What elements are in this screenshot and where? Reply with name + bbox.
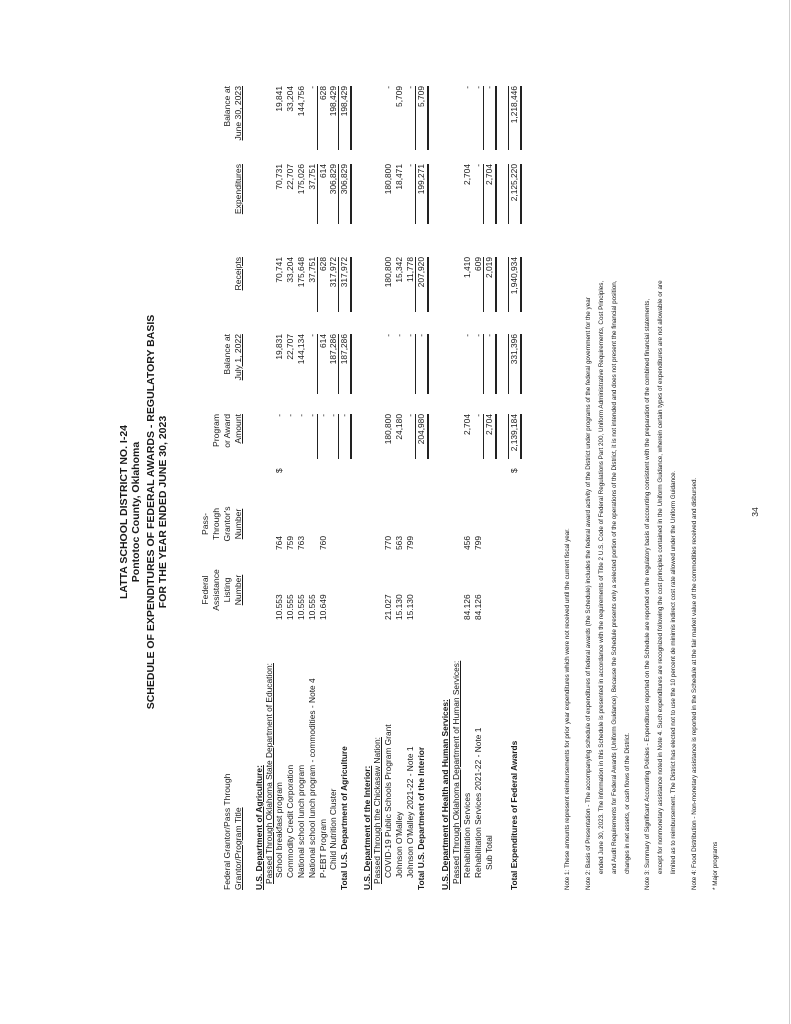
- subtotal-rule: [483, 86, 484, 150]
- note-line: changes in net assets, or cash flows of the District.: [624, 732, 631, 874]
- total-rule: [415, 334, 416, 394]
- cell-grantor: 563: [394, 536, 404, 550]
- cell-bal-end: -: [462, 86, 472, 89]
- cell-receipts: 628: [318, 257, 328, 271]
- row-label-covid-19-public-schools-program-grant: COVID-19 Public Schools Program Grant: [383, 724, 393, 878]
- cell-bal-begin: -: [307, 334, 317, 337]
- cell-grantor: 799: [473, 536, 483, 550]
- note-line: Note 3: Summary of Significant Accounting Policies - Expenditures reported on the Schedule are reported on the regulatory basis of accounting consistent with the preparation of the combined financial statements,: [644, 298, 651, 890]
- total-double-rule: [427, 257, 429, 312]
- note-line: Note 1: These amounts represent reimbursements for prior year expenditures which were not received until the current fiscal year.: [564, 528, 571, 890]
- col-header-bal-end: [222, 86, 244, 154]
- grand-total-double-rule: [520, 257, 522, 312]
- cell-amount: 180,800: [383, 414, 393, 445]
- dollar-sign: $: [509, 468, 519, 473]
- total-rule: [415, 86, 416, 150]
- cell-listing: 21.027: [383, 594, 393, 620]
- cell-grantor: 770: [383, 536, 393, 550]
- cell-receipts: 175,648: [296, 257, 306, 288]
- grand-total-rule: [508, 164, 509, 224]
- table-row: [296, 0, 307, 1024]
- total-double-rule: [427, 164, 429, 224]
- subtotal-rule: [483, 164, 484, 224]
- table-row: [394, 0, 405, 1024]
- grand-total-double-rule: [520, 414, 522, 459]
- cell-expenditures: 18,471: [394, 164, 404, 190]
- grand-total-double-rule: [520, 86, 522, 150]
- cell-listing: 15.130: [394, 594, 404, 620]
- cell-amount: 2,139,184: [509, 414, 519, 452]
- cell-expenditures: 37,751: [307, 164, 317, 190]
- col-header-expenditures: [233, 164, 244, 224]
- col-header-listing-line3: Listing: [222, 577, 232, 603]
- cell-bal-begin: 187,286: [339, 334, 349, 365]
- subtotal-rule: [317, 164, 318, 224]
- cell-bal-end: 1,218,446: [509, 86, 519, 124]
- total-rule: [415, 257, 416, 312]
- subtotal-rule: [483, 334, 484, 394]
- cell-expenditures: 2,125,220: [509, 164, 519, 202]
- cell-listing: 10.649: [318, 594, 328, 620]
- dollar-sign: $: [274, 468, 284, 473]
- total-rule: [338, 414, 339, 459]
- table-row: [285, 0, 296, 1024]
- col-header-bal-begin: [222, 334, 244, 404]
- row-label-national-school-lunch-program-commodities-note-4: National school lunch program - commodities - Note 4: [307, 678, 317, 878]
- cell-receipts: 317,972: [328, 257, 338, 288]
- cell-bal-end: 628: [318, 86, 328, 100]
- total-double-rule: [350, 257, 352, 312]
- row-label-u-s-department-of-the-interior: U.S. Department of the Interior:: [362, 765, 372, 890]
- cell-bal-begin: -: [473, 334, 483, 337]
- table-row: [339, 0, 350, 1024]
- cell-expenditures: 70,731: [274, 164, 284, 190]
- cell-expenditures: 2,704: [462, 164, 472, 185]
- row-label-johnson-o-malley: Johnson O'Malley: [394, 811, 404, 878]
- subtotal-rule: [483, 257, 484, 312]
- cell-amount: 2,704: [462, 414, 472, 435]
- col-header-receipts: [233, 257, 244, 312]
- table-row: [462, 0, 473, 1024]
- col-header-bal-end-line2: June 30, 2023: [233, 86, 243, 141]
- cell-amount: -: [328, 414, 338, 417]
- cell-receipts: 2,019: [484, 257, 494, 278]
- cell-listing: 10.555: [296, 594, 306, 620]
- cell-receipts: 37,751: [307, 257, 317, 283]
- row-label-sub-total: Sub Total: [484, 835, 494, 870]
- row-label-child-nutrition-cluster: Child Nutrition Cluster: [328, 788, 338, 870]
- cell-listing: 84.126: [473, 594, 483, 620]
- subtotal-double-rule: [495, 164, 497, 224]
- cell-bal-begin: 187,286: [328, 334, 338, 365]
- table-row: [383, 0, 394, 1024]
- col-header-receipts-line1: Receipts: [233, 257, 243, 291]
- cell-bal-begin: 331,396: [509, 334, 519, 365]
- note-line: limited as to reimbursement. The District has elected not to use the 10 percent de minimis indirect cost rate allowed under the Uniform Guidance.: [670, 470, 677, 874]
- cell-bal-begin: -: [383, 334, 393, 337]
- cell-amount: 2,704: [484, 414, 494, 435]
- cell-amount: -: [405, 414, 415, 417]
- table-row: [405, 0, 416, 1024]
- row-label-u-s-department-of-health-and-human-services: U.S. Department of Health and Human Services:: [440, 699, 450, 890]
- cell-bal-begin: 144,134: [296, 334, 306, 365]
- cell-receipts: 317,972: [339, 257, 349, 288]
- cell-bal-end: -: [383, 86, 393, 89]
- cell-receipts: 1,410: [462, 257, 472, 278]
- row-label-school-breakfast-program: School breakfast program: [274, 782, 284, 878]
- cell-receipts: 180,800: [383, 257, 393, 288]
- cell-bal-end: 144,756: [296, 86, 306, 117]
- col-header-listing-line4: Number: [233, 574, 243, 606]
- cell-receipts: 70,741: [274, 257, 284, 283]
- page-number: 34: [750, 507, 760, 517]
- cell-grantor: 763: [296, 536, 306, 550]
- total-double-rule: [350, 414, 352, 459]
- total-rule: [338, 257, 339, 312]
- col-header-title-line2: Grantor/Program Title: [233, 807, 243, 890]
- cell-amount: -: [339, 414, 349, 417]
- cell-bal-begin: -: [394, 334, 404, 337]
- subtotal-rule: [317, 414, 318, 459]
- row-label-p-ebt-program: P-EBT Program: [318, 819, 328, 878]
- county-name: Pontotoc County, Oklahoma: [130, 441, 142, 583]
- cell-receipts: 33,204: [285, 257, 295, 283]
- note-line: Note 4: Food Distribution - Non-monetary assistance is reported in the Schedule at the fair market value of the commodities received and disbursed.: [691, 477, 698, 890]
- cell-expenditures: 22,707: [285, 164, 295, 190]
- subtotal-double-rule: [495, 257, 497, 312]
- cell-bal-end: 198,429: [339, 86, 349, 117]
- note-line: except for nonmonetary assistance noted in Note 4. Such expenditures are recognized following the cost principles contained in the Uniform Guidance, wherein certain types of expenditures are not allowable or are: [657, 280, 664, 874]
- grand-total-double-rule: [520, 164, 522, 224]
- col-header-listing: [200, 560, 244, 620]
- row-label-passed-through-oklahoma-department-of-human-services: Passed Through Oklahoma Department of Human Services:: [451, 660, 461, 884]
- col-header-title: [222, 774, 244, 890]
- col-header-amount-line3: Amount: [233, 414, 243, 444]
- note-line: * Major programs: [712, 841, 719, 890]
- cell-bal-begin: -: [405, 334, 415, 337]
- cell-bal-end: -: [405, 86, 415, 89]
- subtotal-rule: [317, 334, 318, 394]
- total-rule: [338, 86, 339, 150]
- cell-bal-end: -: [484, 86, 494, 89]
- cell-bal-end: 198,429: [328, 86, 338, 117]
- schedule-title: SCHEDULE OF EXPENDITURES OF FEDERAL AWARDS - REGULATORY BASIS: [145, 314, 157, 710]
- cell-receipts: 207,920: [416, 257, 426, 288]
- cell-bal-begin: -: [462, 334, 472, 337]
- col-header-grantor-line3: Grantor's: [222, 506, 232, 542]
- cell-grantor: 799: [405, 536, 415, 550]
- grand-total-rule: [508, 334, 509, 394]
- cell-expenditures: 199,271: [416, 164, 426, 195]
- cell-listing: 84.126: [462, 594, 472, 620]
- subtotal-rule: [317, 257, 318, 312]
- row-label-rehabilitation-services: Rehabilitation Services: [462, 792, 472, 878]
- row-label-total-u-s-department-of-agriculture: Total U.S. Department of Agriculture: [339, 746, 349, 890]
- cell-expenditures: -: [473, 164, 483, 167]
- cell-bal-end: -: [307, 86, 317, 89]
- cell-bal-begin: -: [484, 334, 494, 337]
- total-double-rule: [350, 334, 352, 394]
- col-header-expenditures-line1: Expenditures: [233, 164, 243, 215]
- cell-amount: 204,980: [416, 414, 426, 445]
- subtotal-rule: [483, 414, 484, 459]
- cell-receipts: 15,342: [394, 257, 404, 283]
- col-header-bal-begin-line2: July 1, 2022: [233, 334, 243, 381]
- cell-expenditures: -: [405, 164, 415, 167]
- grand-total-double-rule: [520, 334, 522, 394]
- cell-listing: 10.553: [274, 594, 284, 620]
- period-title: FOR THE YEAR ENDED JUNE 30, 2023: [157, 415, 169, 609]
- entity-name: LATTA SCHOOL DISTRICT NO. I-24: [118, 424, 130, 600]
- cell-bal-end: -: [473, 86, 483, 89]
- subtotal-double-rule: [495, 86, 497, 150]
- note-line: ended June 30, 2023. The information in this Schedule is presented in accordance with the requirements of Title 2 U.S. Code of Federal Regulations Part 200, Uniform Administrative Requirements, Cost Principles,: [598, 280, 605, 874]
- row-label-commodity-credit-corporation: Commodity Credit Corporation: [285, 764, 295, 878]
- table-row: [440, 0, 451, 1024]
- cell-amount: -: [473, 414, 483, 417]
- total-rule: [415, 414, 416, 459]
- total-double-rule: [427, 414, 429, 459]
- total-rule: [338, 334, 339, 394]
- row-label-total-expenditures-of-federal-awards: Total Expenditures of Federal Awards: [509, 740, 519, 890]
- cell-bal-end: 5,709: [416, 86, 426, 107]
- note-line: and Audit Requirements for Federal Awards (Uniform Guidance). Because the Schedule presents only a selected portion of the operations of the District, it is not intended and does not present the financial position,: [611, 280, 618, 874]
- row-label-u-s-department-of-agriculture: U.S. Department of Agriculture:: [254, 765, 264, 890]
- table-row: [509, 0, 520, 1024]
- row-label-johnson-o-malley-2021-22-note-1: Johnson O'Malley 2021-22 - Note 1: [405, 746, 415, 878]
- cell-amount: -: [318, 414, 328, 417]
- table-row: [484, 0, 495, 1024]
- cell-amount: 24,180: [394, 414, 404, 440]
- table-row: [328, 0, 339, 1024]
- cell-grantor: 759: [285, 536, 295, 550]
- total-rule: [338, 164, 339, 224]
- cell-receipts: 609: [473, 257, 483, 271]
- subtotal-double-rule: [495, 334, 497, 394]
- table-row: [372, 0, 383, 1024]
- row-label-passed-through-the-chickasaw-nation: Passed Through the Chickasaw Nation:: [372, 737, 382, 884]
- cell-bal-begin: 19,831: [274, 334, 284, 360]
- table-row: [473, 0, 484, 1024]
- col-header-bal-begin-line1: Balance at: [222, 334, 232, 375]
- cell-grantor: 456: [462, 536, 472, 550]
- col-header-grantor-line2: Through: [211, 508, 221, 541]
- col-header-listing-line1: Federal: [200, 575, 210, 605]
- col-header-title-line1: Federal Grantor/Pass Through: [222, 773, 232, 890]
- col-header-grantor-line1: Pass-: [200, 513, 210, 535]
- grand-total-rule: [508, 86, 509, 150]
- col-header-bal-end-line1: Balance at: [222, 86, 232, 127]
- table-row: [416, 0, 427, 1024]
- cell-expenditures: 180,800: [383, 164, 393, 195]
- grand-total-rule: [508, 414, 509, 459]
- col-header-amount-line1: Program: [211, 414, 221, 447]
- row-label-rehabilitation-services-2021-22-note-1: Rehabilitation Services 2021-22 - Note 1: [473, 727, 483, 878]
- cell-expenditures: 306,829: [339, 164, 349, 195]
- cell-amount: -: [296, 414, 306, 417]
- row-label-total-u-s-department-of-the-interior: Total U.S. Department of the Interior: [416, 746, 426, 890]
- grand-total-rule: [508, 257, 509, 312]
- total-double-rule: [427, 86, 429, 150]
- row-label-passed-through-oklahoma-state-department-of-education: Passed Through Oklahoma State Department of Education:: [264, 663, 274, 884]
- table-row: [451, 0, 462, 1024]
- cell-bal-end: 33,204: [285, 86, 295, 112]
- total-double-rule: [427, 334, 429, 394]
- cell-bal-end: 5,709: [394, 86, 404, 107]
- table-row: [307, 0, 318, 1024]
- cell-listing: 10.555: [307, 594, 317, 620]
- cell-bal-begin: 614: [318, 334, 328, 348]
- cell-bal-end: 19,841: [274, 86, 284, 112]
- subtotal-rule: [317, 86, 318, 150]
- cell-expenditures: 614: [318, 164, 328, 178]
- cell-listing: 15.130: [405, 594, 415, 620]
- total-rule: [415, 164, 416, 224]
- table-row: [274, 0, 285, 1024]
- cell-expenditures: 175,026: [296, 164, 306, 195]
- cell-amount: -: [274, 414, 284, 417]
- row-label-national-school-lunch-program: National school lunch program: [296, 764, 306, 878]
- col-header-listing-line2: Assistance: [211, 569, 221, 611]
- cell-amount: -: [307, 414, 317, 417]
- total-double-rule: [350, 86, 352, 150]
- cell-bal-begin: 22,707: [285, 334, 295, 360]
- cell-bal-begin: -: [416, 334, 426, 337]
- col-header-grantor: [200, 494, 244, 554]
- col-header-amount: [211, 414, 244, 484]
- col-header-grantor-line4: Number: [233, 508, 243, 540]
- subtotal-double-rule: [495, 414, 497, 459]
- cell-receipts: 11,778: [405, 257, 415, 282]
- cell-grantor: 764: [274, 536, 284, 550]
- note-line: Note 2: Basis of Presentation - The accompanying schedule of expenditures of federal awards (the Schedule) includes the federal award activity of the District under programs of the federal government for the year: [585, 297, 592, 890]
- cell-expenditures: 306,829: [328, 164, 338, 195]
- cell-amount: -: [285, 414, 295, 417]
- cell-listing: 10.555: [285, 594, 295, 620]
- cell-receipts: 1,940,934: [509, 257, 519, 295]
- total-double-rule: [350, 164, 352, 224]
- cell-expenditures: 2,704: [484, 164, 494, 185]
- cell-grantor: 760: [318, 536, 328, 550]
- col-header-amount-line2: or Award: [222, 414, 232, 448]
